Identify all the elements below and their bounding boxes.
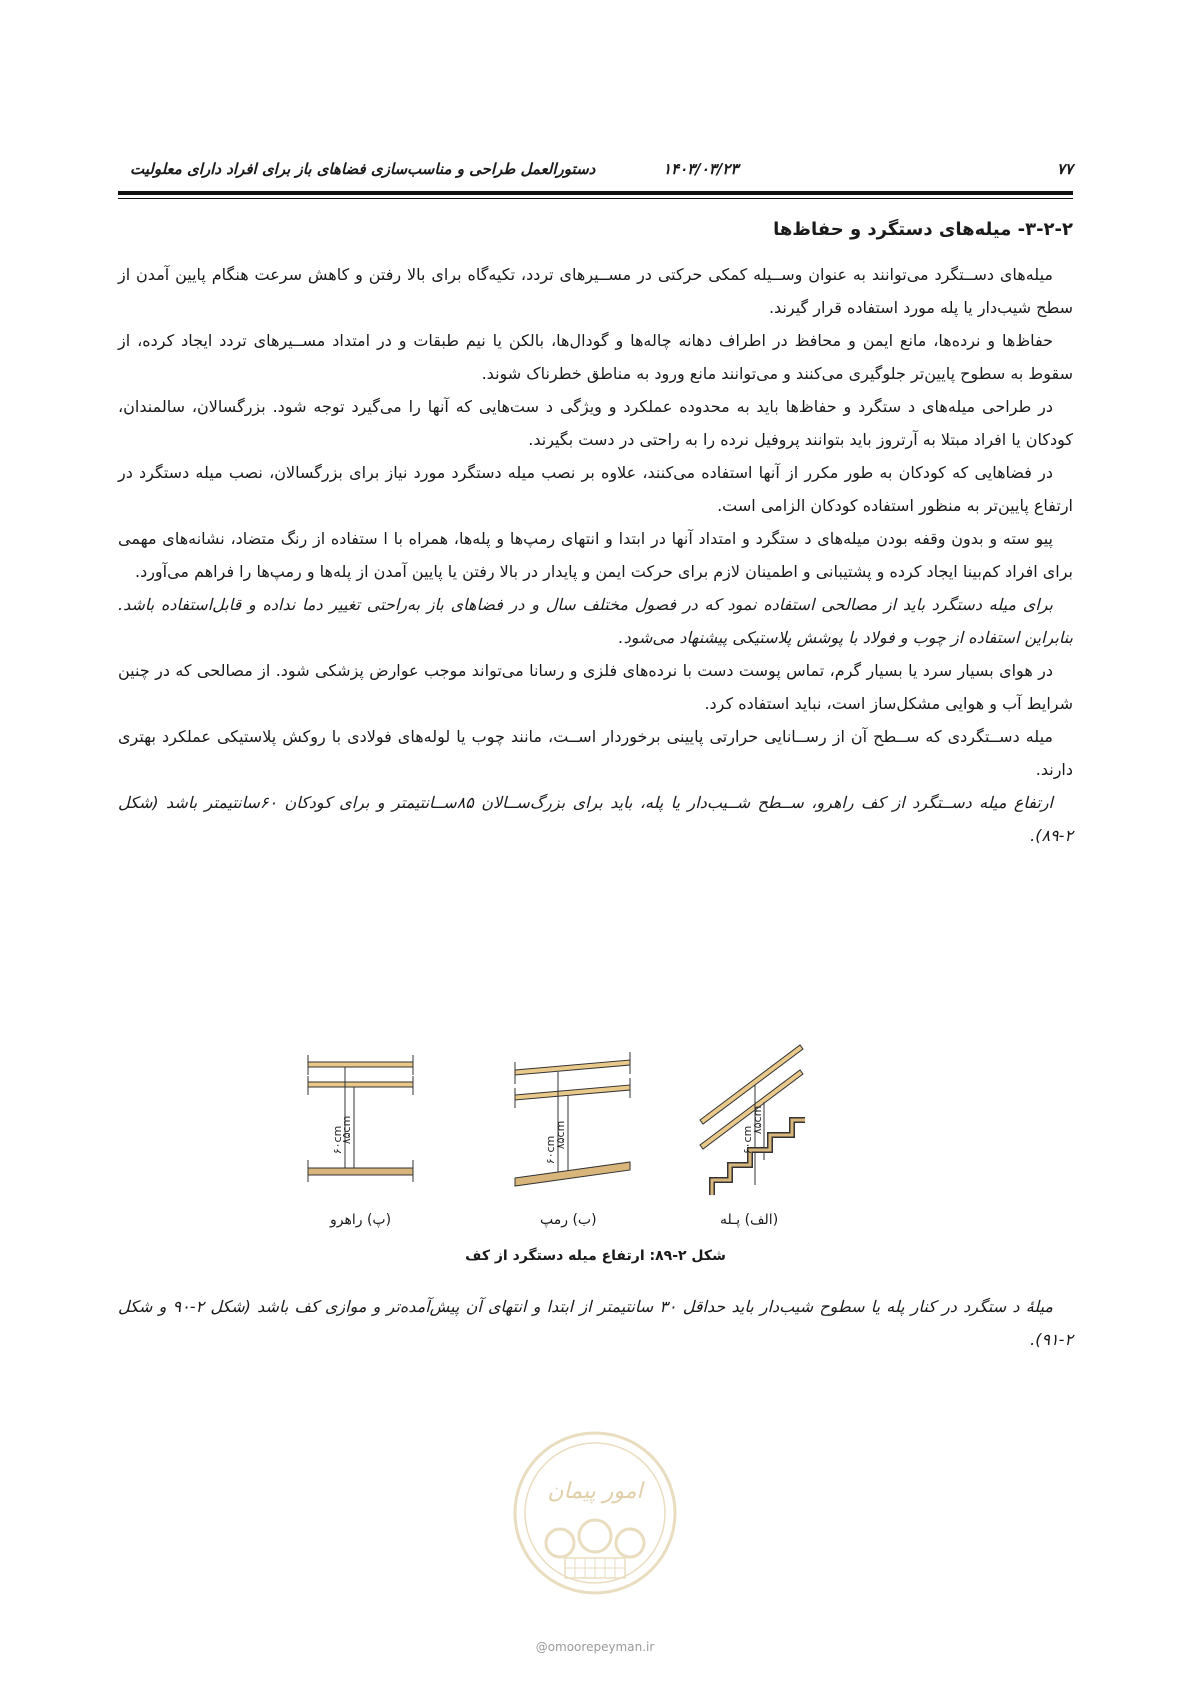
figure-caption: شکل ۲-۸۹: ارتفاع میله دستگرد از کف	[465, 1248, 726, 1264]
handrail-height-figure	[300, 1040, 860, 1240]
paragraph-italic: ارتفاع میله دســتگرد از کف راهرو، ســطح شــیب‌دار یا پله، باید برای بزرگ‌ســالان ۸۵ســانتیمتر و برای کودکان ۶۰سانتیمتر باشد (شکل ۲-۸۹).	[118, 793, 1073, 845]
header-date: ۱۴۰۳/۰۳/۲۳	[663, 160, 739, 178]
paragraph: در فضاهایی که کودکان به طور مکرر از آنها استفاده می‌کنند، علاوه بر نصب میله دستگرد مورد نیاز برای بزرگسالان، نصب میله دستگرد در ارتفاع پایین‌تر به منظور استفاده کودکان الزامی است.	[118, 463, 1073, 515]
paragraph: در هوای بسیار سرد یا بسیار گرم، تماس پوست دست با نرده‌های فلزی و رسانا می‌تواند موجب عوارض پزشکی شود. از مصالحی که در چنین شرایط آب و هوایی مشکل‌ساز است، نباید استفاده کرد.	[118, 661, 1073, 713]
stair-diagram	[700, 1045, 805, 1195]
section-title: ۳-۲-۲- میله‌های دستگرد و حفاظ‌ها	[773, 219, 1073, 240]
ramp-diagram	[515, 1052, 630, 1186]
dim-label: ۸۵cm	[554, 1120, 567, 1150]
header-title: دستورالعمل طراحی و مناسب‌سازی فضاهای باز برای افراد دارای معلولیت	[130, 160, 596, 178]
dim-label: ۶۰cm	[331, 1125, 344, 1155]
final-content	[118, 1290, 1073, 1356]
paragraph: میله دســتگردی که ســطح آن از رســانایی حرارتی پایینی برخوردار اســت، مانند چوب یا لوله‌های فولادی با روکش پلاستیکی عملکرد بهتری دارند.	[118, 727, 1073, 779]
paragraph-italic: برای میله دستگرد باید از مصالحی استفاده نمود که در فصول مختلف سال و در فضاهای باز به‌راحتی تغییر دما نداده و قابل‌استفاده باشد. بنابراین استفاده از چوب و فولاد با پوشش پلاستیکی پیشنهاد می‌شود.	[118, 595, 1073, 647]
paragraph: پیو سته و بدون وقفه بودن میله‌های د ستگرد و امتداد آنها در ابتدا و انتهای رمپ‌ها و پله‌ها، همراه با ا ستفاده از رنگ متضاد، نشانه‌های مهمی برای افراد کم‌بینا ایجاد کرده و پشتیبانی و اطمینان لازم برای حرکت ایمن و پایدار در بالا رفتن یا پایین آمدن از پله‌ها و رمپ‌ها را فراهم می‌آورد.	[118, 529, 1073, 581]
watermark-logo-text: امور پیمان	[547, 1479, 643, 1504]
corridor-diagram	[308, 1055, 413, 1182]
page-number: ۷۷	[1056, 160, 1073, 178]
dim-label: ۶۰cm	[544, 1135, 557, 1165]
dim-label: ۶۰cm	[741, 1125, 754, 1155]
watermark-logo	[510, 1428, 680, 1598]
figure-label-ramp: (ب) رمپ	[540, 1212, 597, 1228]
paragraph-italic: میلهٔ د ستگرد در کنار پله یا سطوح شیب‌دار باید حداقل ۳۰ سانتیمتر از ابتدا و انتهای آن پیش‌آمده‌تر و موازی کف باشد (شکل ۲-۹۰ و شکل ۲-۹۱).	[118, 1297, 1073, 1349]
header-rule	[118, 191, 1073, 195]
watermark-url: @omoorepeyman.ir	[535, 1640, 655, 1654]
dim-label: ۸۵cm	[340, 1115, 353, 1145]
figure-label-stair: (الف) پـله	[720, 1212, 779, 1228]
dim-label: ۸۵cm	[751, 1105, 764, 1135]
header-rule-thin	[118, 198, 1073, 199]
paragraph: میله‌های دســتگرد می‌توانند به عنوان وســیله کمکی حرکتی در مســیرهای تردد، تکیه‌گاه برای بالا رفتن و کاهش سرعت هنگام پایین آمدن از سطح شیب‌دار یا پله مورد استفاده قرار گیرند.	[118, 265, 1073, 317]
paragraph: حفاظ‌ها و نرده‌ها، مانع ایمن و محافظ در اطراف دهانه چاله‌ها و گودال‌ها، بالکن یا نیم طبقات و در امتداد مســیرهای تردد ایجاد کرده، از سقوط به سطوح پایین‌تر جلوگیری می‌کنند و می‌توانند مانع ورود به مناطق خطرناک شوند.	[118, 331, 1073, 383]
paragraph: در طراحی میله‌های د ستگرد و حفاظ‌ها باید به محدوده عملکرد و ویژگی د ست‌هایی که آنها را می‌گیرد توجه شود. بزرگسالان، سالمندان، کودکان یا افراد مبتلا به آرتروز باید بتوانند پروفیل نرده را به راحتی در دست بگیرند.	[118, 397, 1073, 449]
figure-label-corridor: (پ) راهرو	[330, 1212, 392, 1228]
page-header	[118, 160, 1073, 182]
main-content	[118, 212, 1073, 852]
handrail-diagrams	[300, 1040, 860, 1210]
